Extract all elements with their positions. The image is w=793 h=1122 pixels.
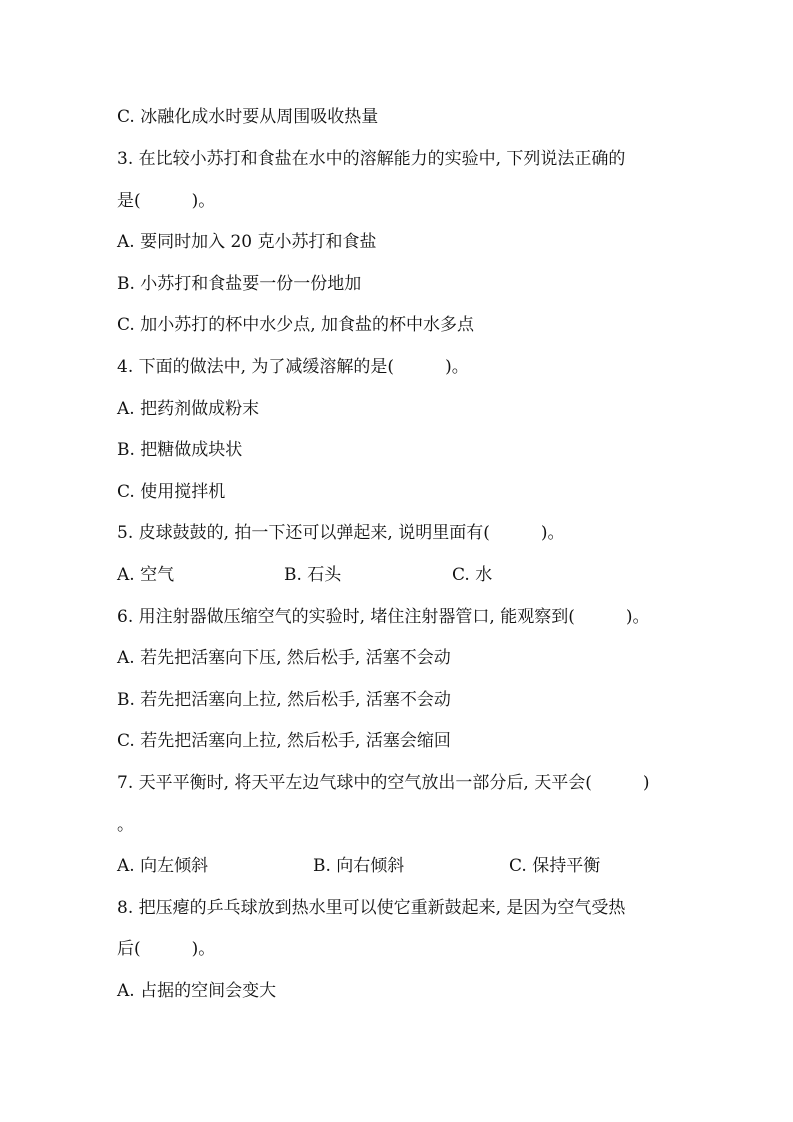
q5-option-c: C. 水 (452, 565, 493, 585)
q6-option-c: C. 若先把活塞向上拉, 然后松手, 活塞会缩回 (117, 731, 451, 751)
q6-option-a: A. 若先把活塞向下压, 然后松手, 活塞不会动 (117, 648, 451, 668)
q8-option-a: A. 占据的空间会变大 (117, 981, 277, 1001)
q4-option-c: C. 使用搅拌机 (117, 482, 226, 502)
q4-stem: 4. 下面的做法中, 为了减缓溶解的是( )。 (117, 357, 469, 377)
q4-option-a: A. 把药剂做成粉末 (117, 399, 260, 419)
q7-options (117, 855, 677, 877)
q3-option-a: A. 要同时加入 20 克小苏打和食盐 (117, 232, 377, 252)
q4-option-b: B. 把糖做成块状 (117, 440, 243, 460)
q2-option-c: C. 冰融化成水时要从周围吸收热量 (117, 107, 379, 127)
q3-option-b: B. 小苏打和食盐要一份一份地加 (117, 274, 362, 294)
q6-option-b: B. 若先把活塞向上拉, 然后松手, 活塞不会动 (117, 690, 451, 710)
q8-stem-line1: 8. 把压瘪的乒乓球放到热水里可以使它重新鼓起来, 是因为空气受热 (117, 898, 626, 918)
q7-option-a: A. 向左倾斜 (117, 856, 209, 876)
q3-stem-line1: 3. 在比较小苏打和食盐在水中的溶解能力的实验中, 下列说法正确的 (117, 149, 626, 169)
q3-option-c: C. 加小苏打的杯中水少点, 加食盐的杯中水多点 (117, 315, 475, 335)
q6-stem: 6. 用注射器做压缩空气的实验时, 堵住注射器管口, 能观察到( )。 (117, 607, 650, 627)
q7-stem-line1: 7. 天平平衡时, 将天平左边气球中的空气放出一部分后, 天平会( ) (117, 773, 650, 793)
q8-stem-line2: 后( )。 (117, 939, 216, 959)
q5-option-a: A. 空气 (117, 565, 175, 585)
q7-option-c: C. 保持平衡 (509, 856, 601, 876)
q7-option-b: B. 向右倾斜 (313, 856, 405, 876)
q3-stem-line2: 是( )。 (117, 191, 216, 211)
q5-stem: 5. 皮球鼓鼓的, 拍一下还可以弹起来, 说明里面有( )。 (117, 523, 565, 543)
q7-stem-line2: 。 (117, 815, 134, 835)
q5-option-b: B. 石头 (284, 565, 342, 585)
q5-options (117, 564, 677, 586)
